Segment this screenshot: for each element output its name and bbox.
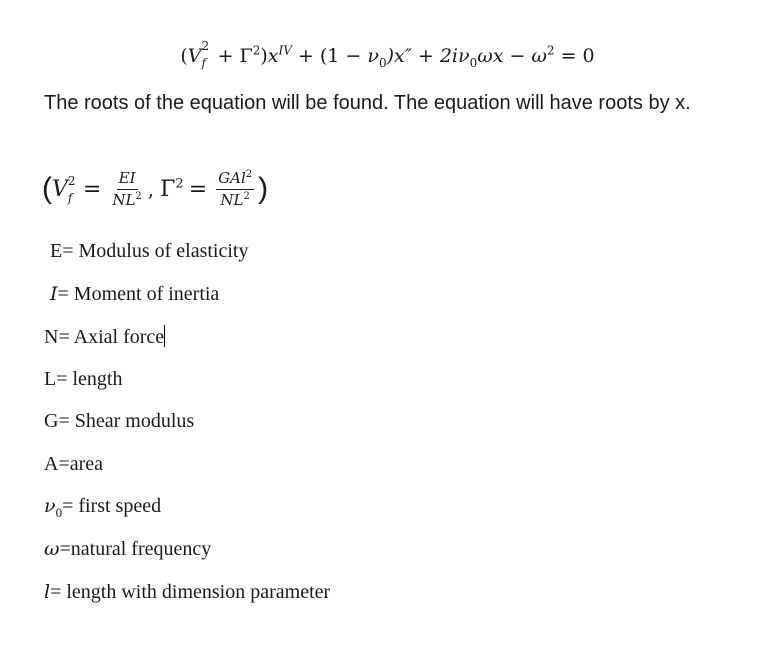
eq-v-supsub bbox=[201, 39, 211, 70]
eq-x-sup bbox=[278, 44, 291, 58]
eq-open-paren: ( bbox=[180, 45, 188, 67]
variable-item-i bbox=[50, 283, 219, 306]
eq-close-xdd: )x″ bbox=[386, 45, 412, 67]
variable-symbol: ν bbox=[44, 495, 56, 517]
eq-nu-sub: 0 bbox=[378, 55, 387, 70]
defs-equals-2: = bbox=[188, 176, 208, 202]
frac2-den-text: NL bbox=[220, 190, 244, 209]
variable-item-a bbox=[44, 453, 103, 476]
variable-symbol: N bbox=[44, 326, 59, 348]
defs-open-paren: ( bbox=[42, 172, 52, 205]
variable-item-l-small bbox=[44, 581, 330, 604]
text-cursor bbox=[164, 325, 165, 347]
variable-symbol: E bbox=[50, 240, 63, 262]
defs-gamma bbox=[160, 177, 184, 202]
defs-gamma-text: Γ bbox=[160, 176, 176, 202]
variable-text: = length with dimension parameter bbox=[50, 581, 331, 603]
variable-item-e bbox=[50, 240, 248, 263]
variable-symbol: l bbox=[44, 581, 51, 603]
definitions-formula bbox=[42, 170, 268, 208]
eq-plus: + bbox=[217, 45, 234, 67]
description-text: The roots of the equation will be found. The equation will have roots by x. bbox=[44, 92, 691, 114]
defs-v-sub: f bbox=[67, 191, 73, 205]
eq-x: x bbox=[267, 45, 279, 67]
variable-symbol: G bbox=[44, 410, 59, 432]
frac1-numerator: EI bbox=[117, 170, 138, 190]
defs-comma: , bbox=[147, 177, 155, 201]
eq-gamma: Γ bbox=[239, 45, 253, 67]
fraction-gal2-over-nl2 bbox=[216, 170, 254, 208]
fraction-ei-over-nl2 bbox=[110, 170, 143, 208]
frac1-denominator bbox=[110, 190, 143, 209]
frac1-den-sup: 2 bbox=[135, 190, 142, 202]
variable-symbol: A bbox=[44, 453, 59, 475]
eq-v-sub: f bbox=[201, 56, 206, 70]
eq-close-paren: ) bbox=[260, 45, 268, 67]
frac1-den-text: NL bbox=[112, 190, 136, 209]
eq-term3: + 2iν bbox=[417, 45, 470, 67]
variable-text: = Moment of inertia bbox=[57, 283, 220, 305]
variable-text: = Shear modulus bbox=[58, 410, 195, 432]
eq-one-minus: (1 − bbox=[319, 45, 368, 67]
eq-v-symbol: V bbox=[187, 45, 202, 67]
eq-v-sup: 2 bbox=[201, 39, 210, 53]
eq-gamma-sup: 2 bbox=[252, 43, 261, 58]
defs-v-symbol: V bbox=[52, 176, 68, 202]
variable-item-g bbox=[44, 410, 194, 433]
eq-term3-tail: ωx − ω bbox=[477, 45, 547, 67]
frac2-num-sup: 2 bbox=[245, 169, 253, 180]
eq-plus-2: + bbox=[297, 45, 314, 67]
frac2-numerator bbox=[216, 170, 254, 190]
frac2-num-text: GAl bbox=[218, 169, 246, 187]
defs-v-supsub bbox=[67, 174, 78, 205]
variable-item-l bbox=[44, 368, 123, 391]
eq-equals-zero: = 0 bbox=[560, 45, 595, 67]
frac2-denominator bbox=[218, 190, 251, 209]
variable-text: = length bbox=[56, 368, 123, 390]
variable-text: =area bbox=[58, 453, 104, 475]
variable-item-v0 bbox=[44, 495, 161, 521]
variable-symbol: ω bbox=[44, 538, 60, 560]
variable-symbol: L bbox=[44, 368, 57, 390]
eq-omega-sup: 2 bbox=[546, 43, 555, 58]
eq-term3-sub: 0 bbox=[469, 55, 478, 70]
variable-text: =natural frequency bbox=[59, 538, 212, 560]
variable-item-omega bbox=[44, 538, 211, 561]
defs-v-sup: 2 bbox=[67, 174, 76, 188]
variable-text: = Modulus of elasticity bbox=[62, 240, 249, 262]
defs-close-paren: ) bbox=[258, 172, 269, 205]
variable-text: = Axial force bbox=[58, 326, 165, 348]
variable-item-n bbox=[44, 325, 165, 349]
defs-gamma-sup: 2 bbox=[175, 176, 184, 192]
eq-nu: ν bbox=[367, 45, 379, 67]
variable-symbol-sub: 0 bbox=[55, 505, 63, 520]
main-equation bbox=[0, 39, 775, 70]
variable-symbol: I bbox=[50, 283, 58, 305]
eq-x-sup-text: IV bbox=[278, 43, 292, 58]
variable-text: = first speed bbox=[62, 495, 162, 517]
frac2-den-sup: 2 bbox=[243, 190, 250, 202]
defs-equals-1: = bbox=[82, 176, 102, 202]
